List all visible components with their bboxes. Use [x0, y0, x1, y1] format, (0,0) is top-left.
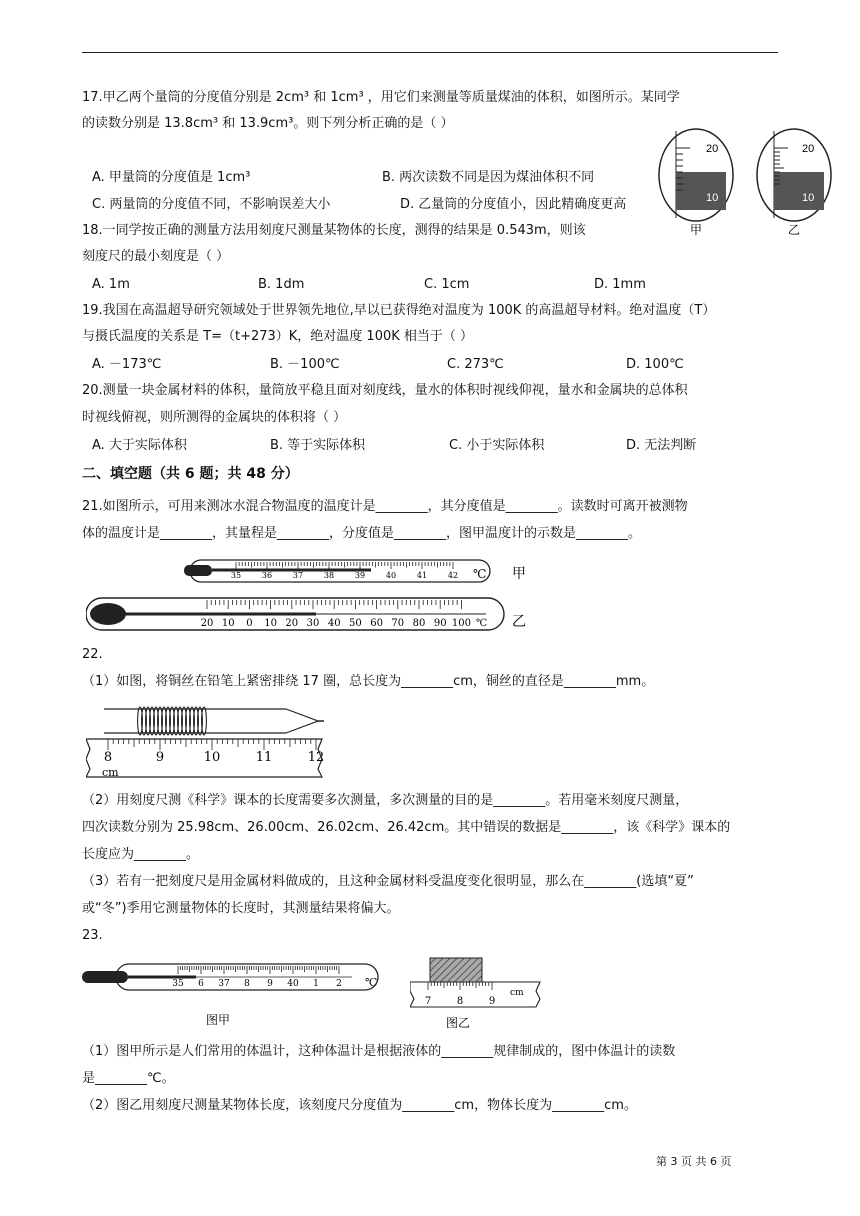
thermo-a-label: 42 — [447, 571, 459, 580]
q22-part1: （1）如图，将铜丝在铅笔上紧密排绕 17 圈，总长度为________cm，铜丝的直径是________mm。 — [82, 674, 655, 689]
cyl-a-bottom: 10 — [706, 192, 719, 204]
q22-part3-line2: 或“冬”)季用它测量物体的长度时，其测量结果将偏大。 — [82, 901, 400, 916]
q19-option-a: A. －173℃ — [92, 357, 162, 372]
q18-stem-line2: 刻度尺的最小刻度是（ ） — [82, 249, 230, 264]
q23-number: 23. — [82, 928, 103, 943]
cyl-b-bottom: 10 — [802, 192, 815, 204]
thermo-b-label: 80 — [412, 618, 426, 629]
q21-thermometer-figure — [86, 556, 536, 658]
fig-a-caption: 图甲 — [206, 1013, 231, 1027]
q23-ruler-figure — [410, 955, 550, 1030]
thermo-a-label: 36 — [261, 571, 273, 580]
thermo-23-unit: ℃ — [365, 976, 378, 989]
q22-part2-line3: 长度应为________。 — [82, 847, 200, 862]
q23-part2: （2）图乙用刻度尺测量某物体长度，该刻度尺分度值为________cm，物体长度为________cm。 — [82, 1098, 637, 1113]
thermo-23-label: 35 — [172, 979, 184, 989]
q20-stem-line1: 20.测量一块金属材料的体积，量筒放平稳且面对刻度线，量水的体积时视线仰视，量水和金属块的总体积 — [82, 383, 688, 398]
pencil — [104, 709, 324, 733]
thermo-a-unit: ℃ — [473, 567, 487, 581]
measured-block — [430, 958, 482, 982]
q17-stem-line1: 17.甲乙两个量筒的分度值分别是 2cm³ 和 1cm³ ，用它们来测量等质量煤油的体积，如图所示。某同学 — [82, 90, 680, 105]
ruler-23-label: 8 — [456, 996, 464, 1007]
q20-stem-line2: 时视线俯视，则所测得的金属块的体积将（ ） — [82, 410, 347, 425]
thermo-b-label: 40 — [327, 618, 341, 629]
q18-option-d: D. 1mm — [594, 277, 646, 292]
q17-option-a: A. 甲量筒的分度值是 1cm³ — [92, 170, 251, 185]
section-heading-fill-in: 二、填空题（共 6 题；共 48 分） — [82, 466, 299, 482]
thermo-b-label: 10 — [264, 618, 277, 629]
thermo-23-label: 40 — [287, 979, 299, 989]
fig-b-caption: 图乙 — [446, 1016, 471, 1030]
cyl-a-label: 甲 — [690, 223, 703, 237]
q20-option-c: C. 小于实际体积 — [449, 438, 545, 453]
q18-option-a: A. 1m — [92, 277, 130, 292]
thermo-23-label: 37 — [218, 979, 230, 989]
q22-part2-line1: （2）用刻度尺测《科学》课本的长度需要多次测量，多次测量的目的是________。若用毫米刻度尺测量， — [82, 793, 689, 808]
ruler-22-label: 12 — [307, 750, 325, 765]
thermo-b-label: 60 — [370, 618, 383, 629]
thermo-b-unit: ℃ — [476, 618, 488, 629]
ruler-22-label: 10 — [203, 750, 221, 765]
cylinder-jia — [659, 129, 733, 237]
q19-option-c: C. 273℃ — [447, 357, 504, 372]
cylinder-yi — [757, 129, 831, 237]
thermo-23-label: 1 — [313, 979, 319, 989]
q18-option-b: B. 1dm — [258, 277, 305, 292]
thermo-23-label: 8 — [244, 979, 250, 989]
q17-option-d: D. 乙量筒的分度值小，因此精确度更高 — [400, 197, 627, 212]
q17-option-c: C. 两量筒的分度值不同，不影响误差大小 — [92, 197, 331, 212]
page-footer: 第 3 页 共 6 页 — [656, 1155, 732, 1168]
q23-body-thermometer-figure — [82, 958, 382, 1028]
q23-part1-line1: （1）图甲所示是人们常用的体温计，这种体温计是根据液体的________规律制成的，图中体温计的读数 — [82, 1044, 676, 1059]
q20-option-a: A. 大于实际体积 — [92, 438, 187, 453]
ruler-23-label: 9 — [488, 996, 496, 1007]
q18-option-c: C. 1cm — [424, 277, 470, 292]
q20-option-b: B. 等于实际体积 — [270, 438, 366, 453]
ruler — [86, 739, 324, 779]
header-rule — [82, 52, 778, 53]
q19-option-b: B. －100℃ — [270, 357, 340, 372]
q19-option-d: D. 100℃ — [626, 357, 684, 372]
q22-number: 22. — [82, 647, 103, 662]
ruler-unit: cm — [102, 766, 119, 779]
thermometer-jia — [184, 560, 526, 582]
thermo-a-label: 39 — [354, 571, 366, 580]
thermo-23-label: 6 — [198, 979, 204, 989]
q22-part2-line2: 四次读数分别为 25.98cm、26.00cm、26.02cm、26.42cm。其中错误的数据是________，该《科学》课本的 — [82, 820, 731, 835]
thermo-b-label: 20 — [285, 618, 299, 629]
thermo-a-label: 38 — [323, 571, 335, 580]
q21-line2: 体的温度计是________，其量程是________，分度值是________，图甲温度计的示数是________。 — [82, 526, 642, 541]
ruler-22-label: 11 — [255, 750, 273, 765]
cyl-b-top: 20 — [802, 143, 815, 155]
copper-wire-coil — [138, 707, 207, 735]
thermo-b-label: 30 — [306, 618, 320, 629]
q19-stem-line1: 19.我国在高温超导研究领域处于世界领先地位,早以已获得绝对温度为 100K 的高温超导材料。绝对温度（T） — [82, 303, 716, 318]
q21-line1: 21.如图所示，可用来测冰水混合物温度的温度计是________，其分度值是________。读数时可离开被测物 — [82, 499, 688, 514]
thermo-a-label: 甲 — [512, 566, 526, 582]
thermo-23-label: 9 — [267, 979, 273, 989]
thermo-b-label: 90 — [433, 618, 447, 629]
cyl-b-label: 乙 — [788, 223, 801, 237]
thermometer-yi — [86, 598, 526, 630]
q17-cylinder-figure — [656, 126, 836, 238]
thermo-a-label: 35 — [230, 571, 242, 580]
q18-stem-line1: 18.一同学按正确的测量方法用刻度尺测量某物体的长度，测得的结果是 0.543m，则该 — [82, 223, 586, 238]
thermo-a-label: 40 — [385, 571, 397, 580]
ruler-23-label: 7 — [424, 996, 432, 1007]
thermo-b-label: 20 — [200, 618, 214, 629]
thermo-a-label: 37 — [292, 571, 304, 580]
thermo-b-label: 0 — [246, 618, 253, 629]
thermo-b-label: 70 — [391, 618, 405, 629]
q22-wire-ruler-figure — [86, 695, 326, 780]
ruler-22-label: 9 — [155, 750, 165, 765]
ruler-23-unit: cm — [510, 988, 524, 998]
q17-stem-line2: 的读数分别是 13.8cm³ 和 13.9cm³。则下列分析正确的是（ ） — [82, 116, 454, 131]
ruler-22-label: 8 — [103, 750, 113, 765]
thermo-a-label: 41 — [416, 571, 428, 580]
cyl-a-top: 20 — [706, 143, 719, 155]
thermo-b-label: 乙 — [512, 614, 526, 630]
q20-option-d: D. 无法判断 — [626, 438, 697, 453]
q22-part3-line1: （3）若有一把刻度尺是用金属材料做成的，且这种金属材料受温度变化很明显，那么在________(选填“夏” — [82, 874, 694, 889]
thermo-b-label: 10 — [221, 618, 235, 629]
thermo-b-label: 100 — [451, 618, 471, 629]
thermo-23-label: 2 — [336, 979, 342, 989]
thermo-b-label: 50 — [349, 618, 362, 629]
q19-stem-line2: 与摄氏温度的关系是 T=（t+273）K，绝对温度 100K 相当于（ ） — [82, 329, 474, 344]
q23-part1-line2: 是________℃。 — [82, 1071, 175, 1086]
q17-option-b: B. 两次读数不同是因为煤油体积不同 — [382, 170, 595, 185]
